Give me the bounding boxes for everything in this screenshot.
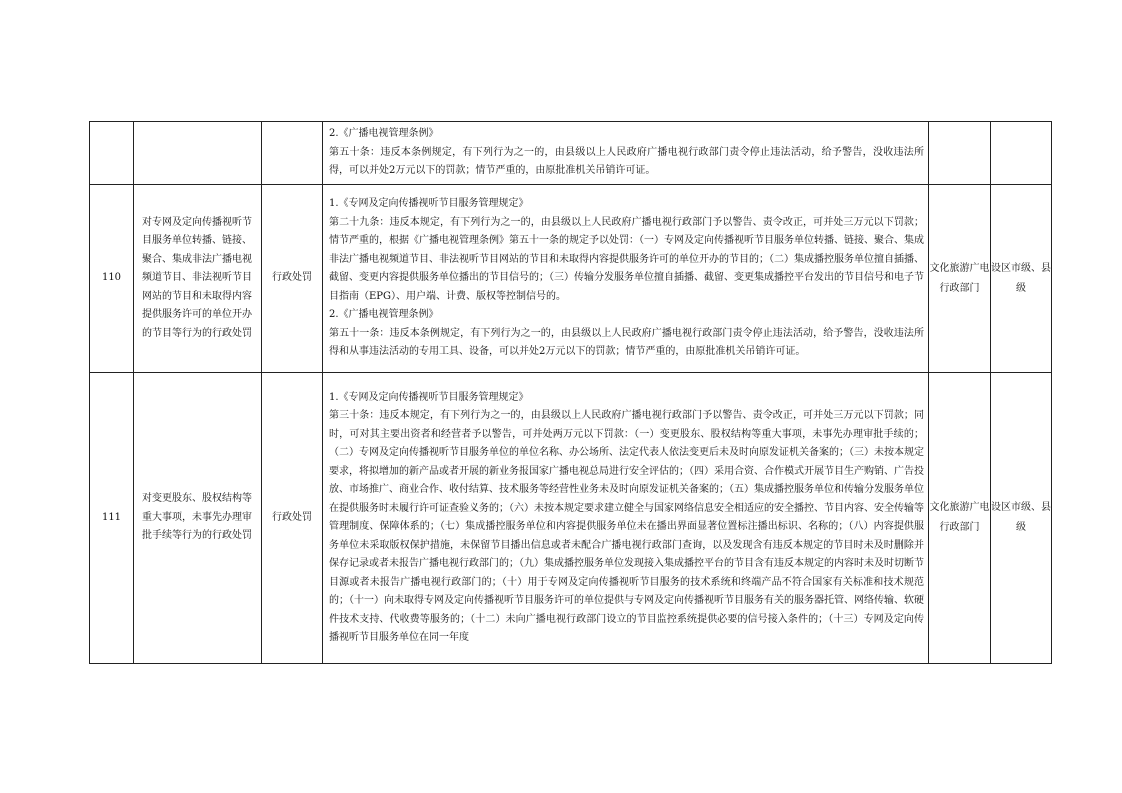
item-name: 对专网及定向传播视听节目服务单位转播、链接、聚合、集成非法广播电视频道节目、非法视听节目网站的节目和未取得内容提供服务许可的单位开办的节目等行为的行政处罚 <box>134 185 262 373</box>
item-category: 行政处罚 <box>262 185 323 373</box>
legal-basis <box>323 185 929 373</box>
item-number <box>90 122 134 185</box>
item-number: 111 <box>90 373 134 664</box>
legal-basis <box>323 373 929 664</box>
item-name <box>134 122 262 185</box>
table-row <box>90 185 1052 373</box>
legal-basis <box>323 122 929 185</box>
item-name: 对变更股东、股权结构等重大事项，未事先办理审批手续等行为的行政处罚 <box>134 373 262 664</box>
item-category: 行政处罚 <box>262 373 323 664</box>
legal-basis-paragraph: 第五十一条：违反本条例规定，有下列行为之一的，由县级以上人民政府广播电视行政部门责令停止违法活动，给予警告，没收违法所得和从事违法活动的专用工具、设备，可以并处2万元以下的罚款；情节严重的，由原批准机关吊销许可证。 <box>329 327 924 358</box>
penalty-items-table <box>89 121 1052 664</box>
implementing-department <box>929 122 991 185</box>
item-number: 110 <box>90 185 134 373</box>
legal-basis-paragraph: 第五十条：违反本条例规定，有下列行为之一的，由县级以上人民政府广播电视行政部门责令停止违法活动，给予警告，没收违法所得，可以并处2万元以下的罚款；情节严重的，由原批准机关吊销许可证。 <box>329 146 924 177</box>
item-category <box>262 122 323 185</box>
implementing-department: 文化旅游广电行政部门 <box>929 373 991 664</box>
administrative-level: 设区市级、县级 <box>991 185 1052 373</box>
administrative-level <box>991 122 1052 185</box>
legal-basis-paragraph: 2.《广播电视管理条例》 <box>329 309 439 321</box>
legal-basis-paragraph: 第三十条：违反本规定，有下列行为之一的，由县级以上人民政府广播电视行政部门予以警告、责令改正，可并处三万元以下罚款；同时，可对其主要出资者和经营者予以警告，可并处两万元以下罚款：（一）变更股东、股权结构等重大事项，未事先办理审批手续的；（二）专网及定向传播视听节目服务单位的单位名称、办公场所、法定代表人依法变更后未及时向原发证机关备案的；（三）未按本规定要求，将拟增加的新产品或者开展的新业务报国家广播电视总局进行安全评估的；（四）采用合资、合作模式开展节目生产购销、广告投放、市场推广、商业合作、收付结算、技术服务等经营性业务未及时向原发证机关备案的；（五）集成播控服务单位和传输分发服务单位在提供服务时未履行许可证查验义务的；（六）未按本规定要求建立健全与国家网络信息安全相适应的安全播控、节目内容、安全传输等管理制度、保障体系的；（七）集成播控服务单位和内容提供服务单位未在播出界面显著位置标注播出标识、名称的；（八）内容提供服务单位未采取版权保护措施，未保留节目播出信息或者未配合广播电视行政部门查询，以及发现含有违反本规定的节目时未及时删除并保存记录或者未报告广播电视行政部门的；（九）集成播控服务单位发现接入集成播控平台的节目含有违反本规定的内容时未及时切断节目源或者未报告广播电视行政部门的；（十）用于专网及定向传播视听节目服务的技术系统和终端产品不符合国家有关标准和技术规范的；（十一）向未取得专网及定向传播视听节目服务许可的单位提供与专网及定向传播视听节目服务有关的服务器托管、网络传输、软硬件技术支持、代收费等服务的；（十二）未向广播电视行政部门设立的节目监控系统提供必要的信号接入条件的；（十三）专网及定向传播视听节目服务单位在同一年度 <box>329 410 924 643</box>
legal-basis-paragraph: 2.《广播电视管理条例》 <box>329 128 439 140</box>
administrative-level: 设区市级、县级 <box>991 373 1052 664</box>
legal-basis-paragraph: 第二十九条：违反本规定，有下列行为之一的，由县级以上人民政府广播电视行政部门予以警告、责令改正，可并处三万元以下罚款；情节严重的，根据《广播电视管理条例》第五十一条的规定予以处罚：（一）专网及定向传播视听节目服务单位转播、链接、聚合、集成非法广播电视频道节目、非法视听节目网站的节目和未取得内容提供服务许可的单位开办的节目的；（二）集成播控服务单位擅自插播、截留、变更内容提供服务单位播出的节目信号的；（三）传输分发服务单位擅自插播、截留、变更集成播控平台发出的节目信号和电子节目指南（EPG）、用户端、计费、版权等控制信号的。 <box>329 216 924 302</box>
legal-basis-paragraph: 1.《专网及定向传播视听节目服务管理规定》 <box>329 391 529 403</box>
table-row <box>90 122 1052 185</box>
implementing-department: 文化旅游广电行政部门 <box>929 185 991 373</box>
table-row <box>90 373 1052 664</box>
legal-basis-paragraph: 1.《专网及定向传播视听节目服务管理规定》 <box>329 198 529 210</box>
